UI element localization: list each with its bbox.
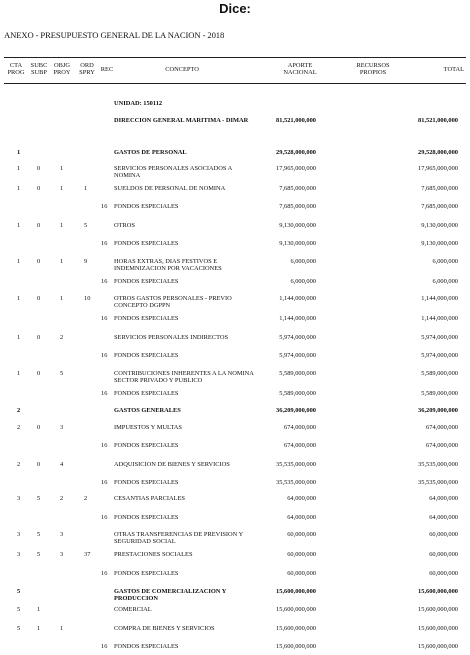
cell-concepto: FONDOS ESPECIALES [114,514,179,521]
cell-concepto: SERVICIOS PERSONALES INDIRECTOS [114,334,229,341]
cell-rec: 16 [101,278,108,285]
cell-concepto: GASTOS GENERALES [114,407,181,414]
cell-rec: 16 [101,570,108,577]
cell-aporte: 15,600,000,000 [276,588,316,595]
cell-cta: 5 [17,606,21,613]
cell-cta: 2 [17,424,21,431]
cell-aporte: 7,685,000,000 [279,185,316,192]
header-aporte-label: APORTE [287,62,313,69]
document-subtitle: ANEXO - PRESUPUESTO GENERAL DE LA NACION - 2018 [4,30,225,40]
cell-subc: 0 [37,370,41,377]
cell-cta: 3 [17,531,21,538]
header-objg-proy [50,62,74,77]
cell-aporte: 1,144,000,000 [279,315,316,322]
cell-total: 15,600,000,000 [418,606,458,613]
cell-total: 5,974,000,000 [421,334,458,341]
cell-concepto: GASTOS DE COMERCIALIZACION Y PRODUCCION [114,588,227,603]
cell-total: 64,000,000 [429,514,458,521]
header-prog-label: PROG [7,69,25,77]
header-aporte-nacional [266,62,334,77]
header-nacional-label: NACIONAL [283,69,317,77]
cell-ord: 2 [84,495,88,502]
cell-cta: 5 [17,625,21,632]
cell-concepto: OTROS [114,222,135,229]
cell-aporte: 35,535,000,000 [276,479,316,486]
cell-cta: 3 [17,495,21,502]
cell-subc: 0 [37,295,41,302]
cell-concepto: COMERCIAL [114,606,152,613]
cell-total: 5,589,000,000 [421,370,458,377]
cell-aporte: 5,974,000,000 [279,352,316,359]
cell-aporte: 9,130,000,000 [279,240,316,247]
cell-total: 674,000,000 [426,424,458,431]
cell-cta: 2 [17,461,21,468]
cell-total: 7,685,000,000 [421,185,458,192]
cell-aporte: 674,000,000 [284,424,316,431]
cell-objg: 1 [60,222,64,229]
cell-aporte: 5,589,000,000 [279,390,316,397]
cell-total: 29,528,000,000 [418,149,458,156]
cell-concepto: GASTOS DE PERSONAL [114,149,187,156]
cell-concepto: FONDOS ESPECIALES [114,479,179,486]
cell-aporte: 7,685,000,000 [279,203,316,210]
cell-aporte: 60,000,000 [287,570,316,577]
cell-aporte: 15,600,000,000 [276,625,316,632]
cell-concepto: FONDOS ESPECIALES [114,203,179,210]
cell-total: 9,130,000,000 [421,222,458,229]
header-recursos-propios [340,62,406,77]
cell-total: 60,000,000 [429,531,458,538]
cell-concepto: FONDOS ESPECIALES [114,442,179,449]
cell-aporte: 5,589,000,000 [279,370,316,377]
cell-total: 674,000,000 [426,442,458,449]
cell-cta: 1 [17,185,21,192]
header-top-rule [4,57,466,58]
cell-cta: 1 [17,165,21,172]
cell-total: 6,000,000 [432,278,458,285]
cell-aporte: 15,600,000,000 [276,606,316,613]
cell-objg: 5 [60,370,64,377]
cell-total: 5,589,000,000 [421,390,458,397]
cell-objg: 3 [60,531,64,538]
header-subp-label: SUBP [31,69,47,77]
cell-cta: 2 [17,407,21,414]
cell-objg: 1 [60,165,64,172]
cell-objg: 1 [60,258,64,265]
cell-concepto: SUELDOS DE PERSONAL DE NOMINA [114,185,226,192]
cell-total: 35,535,000,000 [418,461,458,468]
cell-ord: 9 [84,258,88,265]
header-ord-label: ORD [80,62,94,69]
cell-ord: 5 [84,222,88,229]
cell-aporte: 6,000,000 [290,278,316,285]
cell-subc: 0 [37,461,41,468]
header-ord-spry [76,62,98,77]
cell-concepto: SERVICIOS PERSONALES ASOCIADOS A NOMINA [114,165,232,180]
cell-aporte: 6,000,000 [290,258,316,265]
cell-cta: 1 [17,149,21,156]
cell-aporte: 60,000,000 [287,551,316,558]
cell-objg: 1 [60,625,64,632]
cell-concepto: FONDOS ESPECIALES [114,315,179,322]
cell-cta: 1 [17,222,21,229]
cell-aporte: 15,600,000,000 [276,643,316,650]
cell-objg: 1 [60,185,64,192]
cell-concepto: OTRAS TRANSFERENCIAS DE PREVISION Y SEGURIDAD SOCIAL [114,531,244,546]
cell-subc: 0 [37,258,41,265]
cell-concepto: OTROS GASTOS PERSONALES - PREVIO CONCEPTO DGPPN [114,295,232,310]
header-concepto: CONCEPTO [165,66,199,73]
cell-ord: 10 [84,295,91,302]
cell-total: 15,600,000,000 [418,643,458,650]
cell-rec: 16 [101,643,108,650]
cell-rec: 16 [101,479,108,486]
cell-aporte: 36,209,000,000 [276,407,316,414]
cell-concepto: COMPRA DE BIENES Y SERVICIOS [114,625,215,632]
cell-aporte: 5,974,000,000 [279,334,316,341]
cell-subc: 5 [37,495,41,502]
cell-ord: 37 [84,551,91,558]
cell-aporte: 81,521,000,000 [276,117,316,124]
cell-aporte: 35,535,000,000 [276,461,316,468]
header-rec: REC [100,66,114,73]
cell-objg: 3 [60,551,64,558]
cell-rec: 16 [101,514,108,521]
header-proy-label: PROY [53,69,71,77]
cell-rec: 16 [101,390,108,397]
cell-total: 6,000,000 [432,258,458,265]
cell-subc: 1 [37,606,41,613]
cell-subc: 0 [37,185,41,192]
cell-subc: 0 [37,334,41,341]
header-cta-prog [4,62,28,77]
cell-total: 7,685,000,000 [421,203,458,210]
cell-rec: 16 [101,315,108,322]
header-subc-label: SUBC [30,62,48,69]
cell-concepto: FONDOS ESPECIALES [114,278,179,285]
cell-objg: 4 [60,461,64,468]
cell-subc: 0 [37,424,41,431]
cell-cta: 1 [17,334,21,341]
cell-aporte: 17,965,000,000 [276,165,316,172]
cell-ord: 1 [84,185,88,192]
cell-cta: 3 [17,551,21,558]
header-subc-subp [28,62,50,77]
cell-concepto: HORAS EXTRAS, DIAS FESTIVOS E INDEMNIZACION POR VACACIONES [114,258,222,273]
header-cta-label: CTA [9,62,23,69]
cell-concepto: PRESTACIONES SOCIALES [114,551,193,558]
cell-subc: 5 [37,531,41,538]
cell-aporte: 64,000,000 [287,514,316,521]
header-bottom-rule [4,83,466,84]
header-spry-label: SPRY [79,69,95,77]
cell-concepto: UNIDAD: 150112 [114,100,163,107]
cell-objg: 1 [60,295,64,302]
cell-total: 81,521,000,000 [418,117,458,124]
cell-concepto: FONDOS ESPECIALES [114,570,179,577]
cell-total: 1,144,000,000 [421,315,458,322]
cell-rec: 16 [101,203,108,210]
cell-aporte: 60,000,000 [287,531,316,538]
cell-total: 15,600,000,000 [418,588,458,595]
cell-rec: 16 [101,240,108,247]
cell-total: 64,000,000 [429,495,458,502]
cell-concepto: CONTRIBUCIONES INHERENTES A LA NOMINA SECTOR PRIVADO Y PUBLICO [114,370,254,385]
page-title: Dice: [219,1,251,16]
cell-subc: 5 [37,551,41,558]
cell-cta: 1 [17,370,21,377]
cell-concepto: ADQUISICION DE BIENES Y SERVICIOS [114,461,230,468]
cell-aporte: 29,528,000,000 [276,149,316,156]
cell-total: 60,000,000 [429,551,458,558]
cell-total: 17,965,000,000 [418,165,458,172]
cell-concepto: FONDOS ESPECIALES [114,240,179,247]
cell-total: 15,600,000,000 [418,625,458,632]
cell-aporte: 9,130,000,000 [279,222,316,229]
cell-objg: 2 [60,334,64,341]
cell-total: 9,130,000,000 [421,240,458,247]
cell-rec: 16 [101,442,108,449]
cell-subc: 0 [37,222,41,229]
cell-total: 5,974,000,000 [421,352,458,359]
cell-rec: 16 [101,352,108,359]
cell-cta: 1 [17,258,21,265]
cell-aporte: 64,000,000 [287,495,316,502]
header-total: TOTAL [443,66,464,73]
cell-total: 60,000,000 [429,570,458,577]
cell-total: 35,535,000,000 [418,479,458,486]
cell-aporte: 674,000,000 [284,442,316,449]
cell-total: 36,209,000,000 [418,407,458,414]
cell-objg: 3 [60,424,64,431]
cell-aporte: 1,144,000,000 [279,295,316,302]
cell-cta: 5 [17,588,21,595]
cell-total: 1,144,000,000 [421,295,458,302]
cell-subc: 1 [37,625,41,632]
cell-objg: 2 [60,495,64,502]
cell-concepto: FONDOS ESPECIALES [114,390,179,397]
cell-concepto: CESANTIAS PARCIALES [114,495,185,502]
cell-concepto: IMPUESTOS Y MULTAS [114,424,182,431]
header-propios-label: PROPIOS [359,69,387,77]
header-recursos-label: RECURSOS [356,62,390,69]
cell-concepto: DIRECCION GENERAL MARITIMA - DIMAR [114,117,249,124]
cell-concepto: FONDOS ESPECIALES [114,643,179,650]
cell-concepto: FONDOS ESPECIALES [114,352,179,359]
header-objg-label: OBJG [54,62,70,69]
cell-cta: 1 [17,295,21,302]
cell-subc: 0 [37,165,41,172]
